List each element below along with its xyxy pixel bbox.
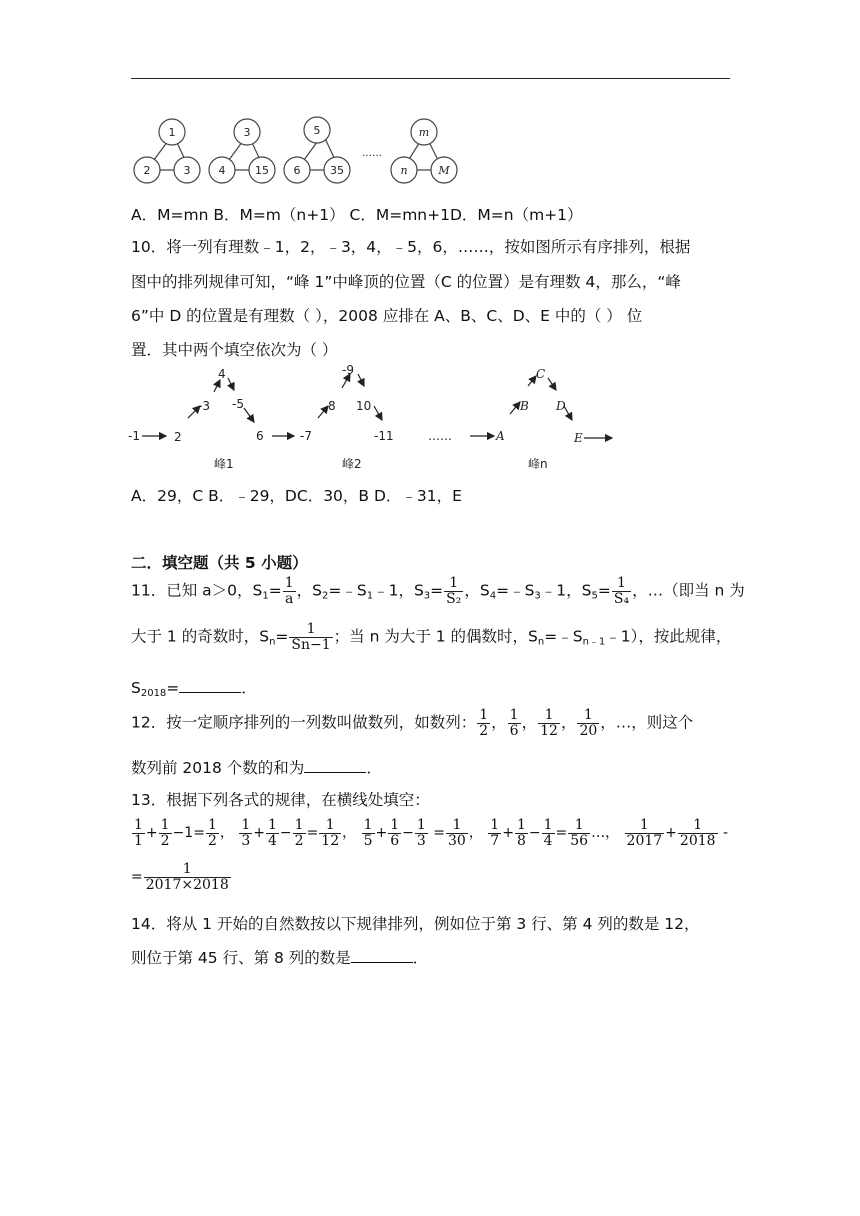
peak-val-2: 2 — [174, 430, 182, 444]
q11-frac-n: $\frac{1}{Sn-1}$ — [291, 621, 331, 653]
q11-line2: 大于 1 的奇数时，$S_n=$ $\frac{1}{Sn-1}$ ；当 n 为大于 1 的偶数时，$S_n=﹣S_{n﹣1}﹣1$），按此规律， — [131, 621, 732, 653]
q11-answer-blank[interactable] — [179, 678, 241, 693]
q10-line4: 置．其中两个填空依次为（ ） — [131, 341, 338, 359]
tri1-right: 3 — [183, 164, 191, 177]
q13-formulas: $\frac{1}{1}$ + $\frac{1}{2}$ −1= $\frac{1}{2}$ ， $\frac{1}{3}$ + $\frac{1}{4}$ − $\frac{1}{2}$ = $\frac{1}{12}$ ， $\frac{1}{5}$ + $\frac{1}{6}$ − $\frac{1}{3}$ = $\frac{1}{30}$ ， $\frac{1}{7}$ + $\frac{1}{8}$ − $\frac{1}{4}$ = $\frac{1}{56}$ …， $\frac{1}{2017}$ + $\frac{1}{2018}$ ‐ — [134, 817, 729, 849]
peak-val-11: -11 — [374, 429, 394, 443]
peak-dots: …… — [428, 429, 452, 443]
peak-A: A — [496, 429, 505, 443]
q12-frac-3: $\frac{1}{12}$ — [540, 707, 558, 739]
q10-options: A．29，C B．﹣29，DC．30，B D．﹣31，E — [131, 487, 462, 505]
tri4-right: M — [438, 164, 450, 177]
q14-line1: 14．将从 1 开始的自然数按以下规律排列，例如位于第 3 行、第 4 列的数是 12， — [131, 915, 700, 933]
q13-last-line: = $\frac{1}{2017\times 2018}$ — [131, 861, 229, 893]
tri2-top: 3 — [243, 126, 251, 139]
q11-line3: $S_{2018}=$ ． — [131, 679, 257, 699]
q12-frac-4: $\frac{1}{20}$ — [579, 707, 598, 739]
q14-answer-blank[interactable] — [351, 948, 413, 963]
q11-frac-5: $\frac{1}{\text{S₄}}$ — [613, 575, 630, 607]
q12-line2: 数列前 2018 个数的和为 ． — [131, 759, 382, 777]
peak2-label: 峰2 — [342, 457, 362, 471]
tri2-left: 4 — [218, 164, 226, 177]
peak-val-6: 6 — [256, 429, 264, 443]
q10-line2: 图中的排列规律可知，“峰 1”中峰顶的位置（C 的位置）是有理数 4，那么，“峰 — [131, 273, 681, 291]
peak-D: D — [556, 399, 566, 413]
tri3-top: 5 — [313, 124, 321, 137]
q10-line1: 10．将一列有理数﹣1，2，﹣3，4，﹣5，6，……，按如图所示有序排列，根据 — [131, 238, 691, 256]
tri1-left: 2 — [143, 164, 151, 177]
section-heading: 二．填空题（共 5 小题） — [131, 554, 308, 572]
q13-last-frac: $\frac{1}{2017\times 2018}$ — [145, 861, 229, 893]
tri-dots: …… — [362, 148, 382, 159]
peakn-label: 峰n — [528, 457, 548, 471]
q13-title: 13．根据下列各式的规律，在横线处填空： — [131, 791, 430, 809]
peak-val-3: -3 — [198, 399, 210, 413]
peak-val-4: 4 — [218, 367, 226, 381]
q11-frac-1: $\frac{1}{a}$ — [284, 575, 294, 607]
peak-val-7: -7 — [300, 429, 312, 443]
q12-answer-blank[interactable] — [304, 758, 366, 773]
tri3-right: 35 — [330, 164, 344, 177]
peak-C: C — [536, 367, 546, 381]
header-rule — [131, 78, 730, 79]
tri4-top: m — [418, 126, 430, 139]
q12-frac-1: $\frac{1}{2}$ — [479, 707, 489, 739]
q14-line2: 则位于第 45 行、第 8 列的数是 ． — [131, 949, 429, 967]
peak-val-9: -9 — [342, 363, 354, 377]
peak-B: B — [520, 399, 529, 413]
peaks-figure — [128, 362, 618, 474]
peak1-label: 峰1 — [214, 457, 234, 471]
peak-val-1: -1 — [128, 429, 140, 443]
peak-E: E — [574, 431, 583, 445]
peak-val-10: 10 — [356, 399, 372, 413]
q11-line1: 11．已知 a＞0，$S_1=$ $\frac{1}{a}$ ，$S_2=﹣S_1﹣1$，$S_3=$ $\frac{1}{\text{S₂}}$ ，$S_4=﹣S_3﹣1$，$S_5=$ $\frac{1}{\text{S₄}}$ ，…（即当 n 为 — [131, 575, 745, 607]
triangle-figure — [125, 112, 465, 190]
tri3-left: 6 — [293, 164, 301, 177]
tri2-right: 15 — [255, 164, 269, 177]
tri1-top: 1 — [168, 126, 176, 139]
peak-val-5: -5 — [232, 397, 244, 411]
tri4-left: n — [400, 164, 408, 177]
q12-line1: 12．按一定顺序排列的一列数叫做数列，如数列： $\frac{1}{2}$ ， $\frac{1}{6}$ ， $\frac{1}{12}$ ， $\frac{1}{20}$ ，…，则这个 — [131, 707, 694, 739]
peak-val-8: 8 — [328, 399, 336, 413]
q12-frac-2: $\frac{1}{6}$ — [509, 707, 519, 739]
q11-frac-3: $\frac{1}{\text{S₂}}$ — [446, 575, 462, 607]
q9-options: A．M=mn B．M=m（n+1） C．M=mn+1D．M=n（m+1） — [131, 206, 583, 224]
q10-line3: 6”中 D 的位置是有理数（ ），2008 应排在 A、B、C、D、E 中的（ ） 位 — [131, 307, 643, 325]
